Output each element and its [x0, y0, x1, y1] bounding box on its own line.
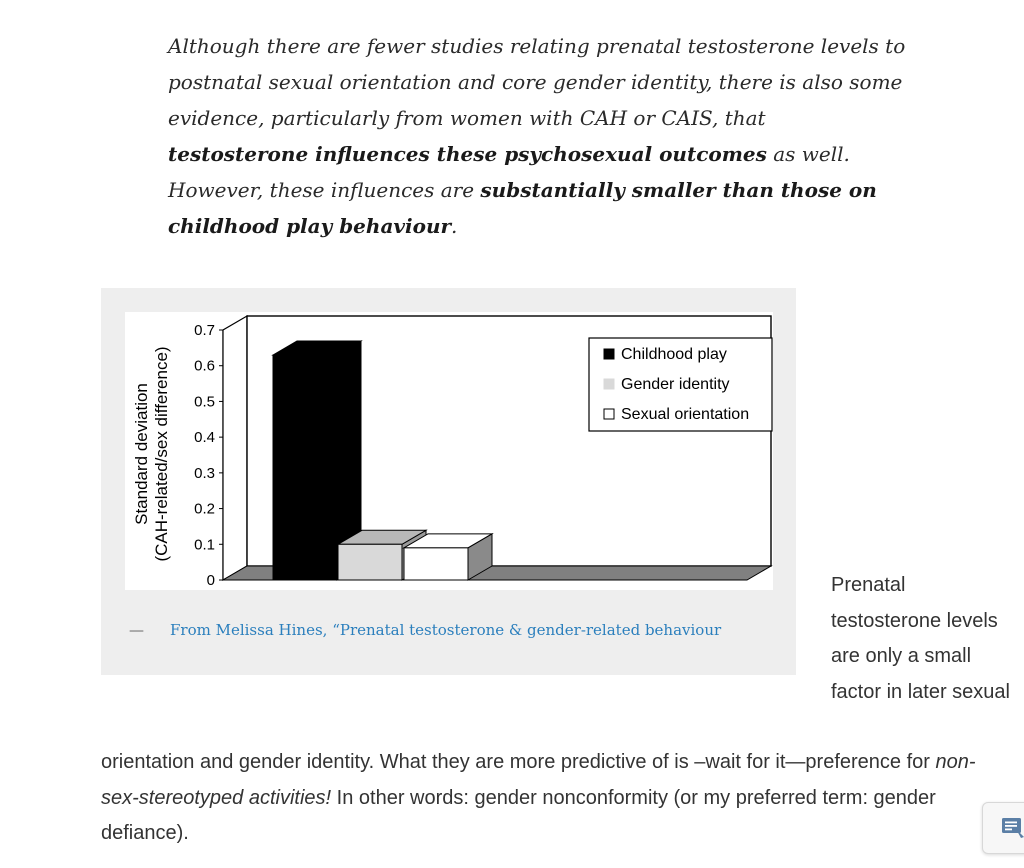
quote-text: Although there are fewer studies relating prenatal testosterone levels to postnatal sexual orientation and core gender identity, there is also some evidence, particularly from women with CAH or CAIS, that — [168, 34, 906, 130]
y-axis-label-2: (CAH-related/sex difference) — [152, 346, 171, 562]
bar-gender-identity — [338, 544, 402, 580]
y-axis — [194, 322, 223, 589]
bar-sexual-orientation — [404, 548, 468, 580]
y-tick-label: 0.3 — [194, 464, 215, 482]
y-tick-label: 0.6 — [194, 357, 215, 375]
legend — [589, 338, 772, 431]
body-text-2: In other words: gender nonconformity (or my preferred term: gender defiance). — [101, 786, 936, 844]
note-icon — [1001, 815, 1024, 839]
block-quote — [168, 28, 908, 244]
y-tick-label: 0.5 — [194, 393, 215, 411]
legend-label-sexual-orientation: Sexual orientation — [621, 406, 750, 423]
quote-text-2: as well. However, these influences are — [168, 142, 850, 202]
figure — [101, 288, 796, 675]
body-text-1: orientation and gender identity. What they are more predictive of is –wait for it—preference for — [101, 751, 936, 773]
legend-swatch-childhood-play — [604, 349, 614, 359]
legend-swatch-sexual-orientation — [604, 409, 614, 419]
y-tick-label: 0.4 — [194, 429, 215, 447]
quote-bold-2: substantially smaller than those on childhood play behaviour — [168, 178, 877, 238]
quote-bold-1: testosterone influences these psychosexual outcomes — [168, 142, 767, 166]
caption-dash: — — [129, 621, 144, 639]
y-axis-label-1: Standard deviation — [132, 383, 151, 525]
legend-swatch-gender-identity — [604, 379, 614, 389]
body-paragraph — [101, 745, 1001, 852]
y-tick-label: 0 — [206, 572, 215, 589]
y-tick-label: 0.1 — [194, 536, 215, 554]
bar-chart — [125, 312, 773, 590]
side-paragraph: Prenatal testosterone levels are only a small factor in later sexual — [831, 574, 1010, 703]
quote-end: . — [451, 214, 458, 238]
body-emphasis: non-sex-stereotyped activities! — [101, 751, 976, 809]
y-tick-label: 0.2 — [194, 500, 215, 518]
legend-label-gender-identity: Gender identity — [621, 376, 730, 393]
figure-caption — [129, 621, 721, 639]
notes-button[interactable] — [982, 802, 1024, 854]
legend-label-childhood-play: Childhood play — [621, 346, 727, 363]
side-wall — [223, 316, 247, 580]
chart-area — [125, 312, 773, 590]
bar-childhood-play — [273, 355, 337, 580]
caption-link[interactable]: From Melissa Hines, “Prenatal testosterone & gender-related behaviour — [170, 621, 722, 639]
y-tick-label: 0.7 — [194, 322, 215, 339]
